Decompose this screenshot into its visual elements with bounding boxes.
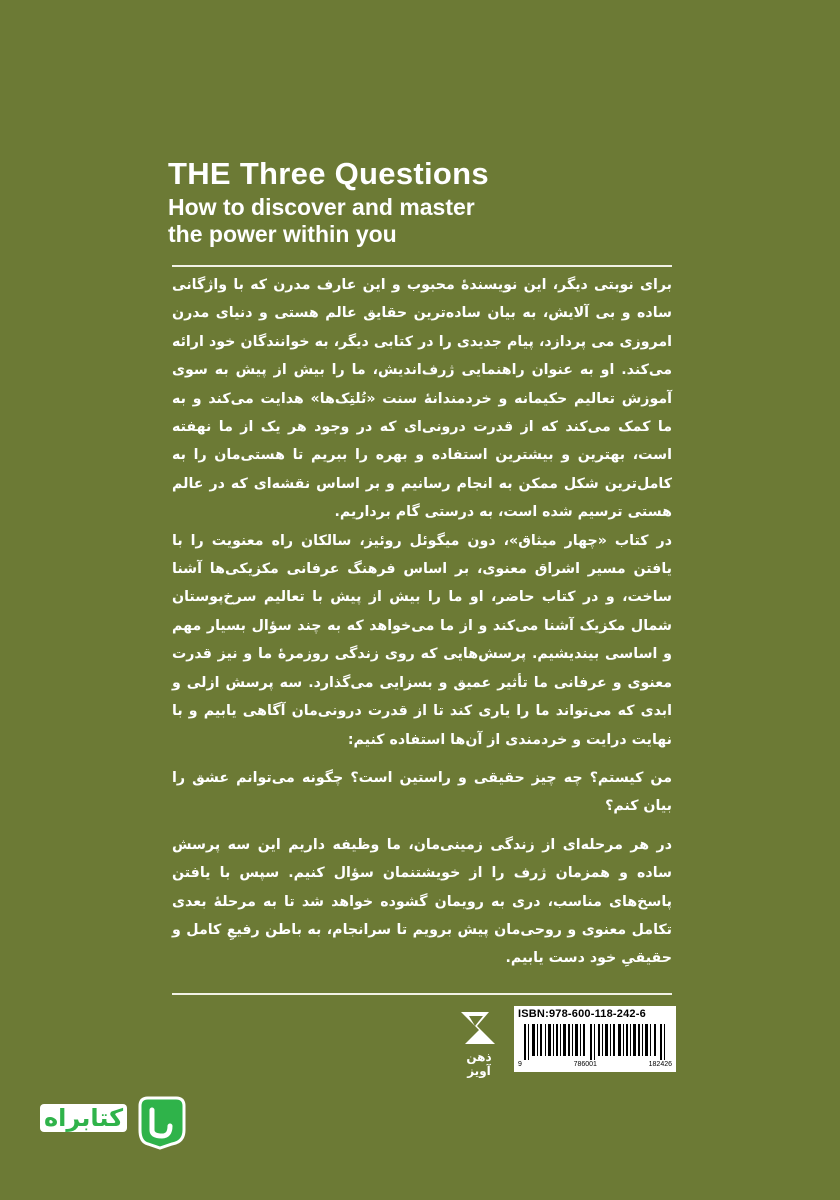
bottom-divider <box>172 993 672 995</box>
ketabrah-watermark <box>40 1096 190 1152</box>
barcode-digit-prefix: 9 <box>518 1061 522 1068</box>
book-title: THE Three Questions <box>168 156 489 191</box>
ketabrah-logo-icon <box>136 1096 186 1150</box>
publisher-logo <box>455 1008 503 1078</box>
barcode-digits <box>518 1061 672 1068</box>
book-subtitle-line-1: How to discover and master <box>168 194 475 220</box>
blurb-paragraph-2: در کتاب «چهار میثاق»، دون میگوئل روئیز، سالکان راه معنویت را با یافتن مسیر اشراق معنوی، بر اساس فرهنگ عرفانی مکزیکی‌ها آشنا ساخت، و در کتاب حاضر، او ما را بیش از پیش با تعالیم سرخ‌پوستان شمال مکزیک آشنا می‌کند و از ما می‌خواهد که به چند سؤال بسیار مهم و اساسی بیندیشیم. پرسش‌هایی که روی زندگی روزمرهٔ ما و نیز قدرت معنوی و عرفانی ما تأثیر عمیق و بسزایی می‌گذارد. سه پرسش ازلی و ابدی که می‌تواند ما را یاری کند تا از قدرت درونی‌مان آگاهی یابیم و با نهایت درایت و خردمندی از آن‌ها استفاده کنیم: <box>172 532 672 748</box>
ketabrah-wordmark: کتابراه <box>40 1104 127 1132</box>
barcode-digit-group-1: 786001 <box>573 1061 597 1068</box>
blurb-paragraph-3: در هر مرحله‌ای از زندگی زمینی‌مان، ما وظیفه داریم این سه پرسش ساده و همزمان ژرف را از خویشتنمان سؤال کنیم. سپس با یافتن پاسخ‌های مناسب، دری به رویمان گشوده خواهد شد تا به مرحلهٔ بعدی تکامل معنوی و روحی‌مان پیش برویم تا سرانجام، به باطن رفیعِ کامل و حقیقیِ خود دست یابیم. <box>172 836 672 967</box>
isbn-barcode <box>514 1006 676 1072</box>
isbn-label: ISBN:978-600-118-242-6 <box>518 1008 646 1020</box>
publisher-mark-icon <box>455 1008 503 1050</box>
back-cover-blurb <box>172 271 672 973</box>
barcode-bars-icon <box>524 1024 666 1060</box>
blurb-paragraph-1: برای نوبتی دیگر، این نویسندهٔ محبوب و این عارف مدرن که با واژگانی ساده و بی آلایش، به بیان ساده‌ترین حقایق عالم هستی و دنیای مدرن امروزی می پردازد، پیام جدیدی را در کتابی دیگر، به خوانندگان خود ارائه می‌کند. او به عنوان راهنمایی ژرف‌اندیش، ما را بیش از پیش به سوی آموزش تعالیم حکیمانه و خردمندانهٔ سنت «تُلتِک‌ها» هدایت می‌کند و به ما کمک می‌کند که از قدرت درونی‌ای که در وجود هر یک از ما نهفته است، بهترین و بیشترین استفاده و بهره را ببریم تا هستی‌مان را به کامل‌ترین شکل ممکن به انجام رسانیم و بر اساس نقشه‌ای که در عالم هستی ترسیم شده است، به درستی گام برداریم. <box>172 277 672 521</box>
barcode-digit-group-2: 182426 <box>648 1061 672 1068</box>
three-questions: من کیستم؟ چه چیز حقیقی و راستین است؟ چگونه می‌توانم عشق را بیان کنم؟ <box>172 769 672 815</box>
top-divider <box>172 265 672 267</box>
publisher-name: ذهن آویز <box>466 1050 492 1078</box>
book-subtitle-line-2: the power within you <box>168 221 397 247</box>
cover-title-block <box>168 154 688 248</box>
